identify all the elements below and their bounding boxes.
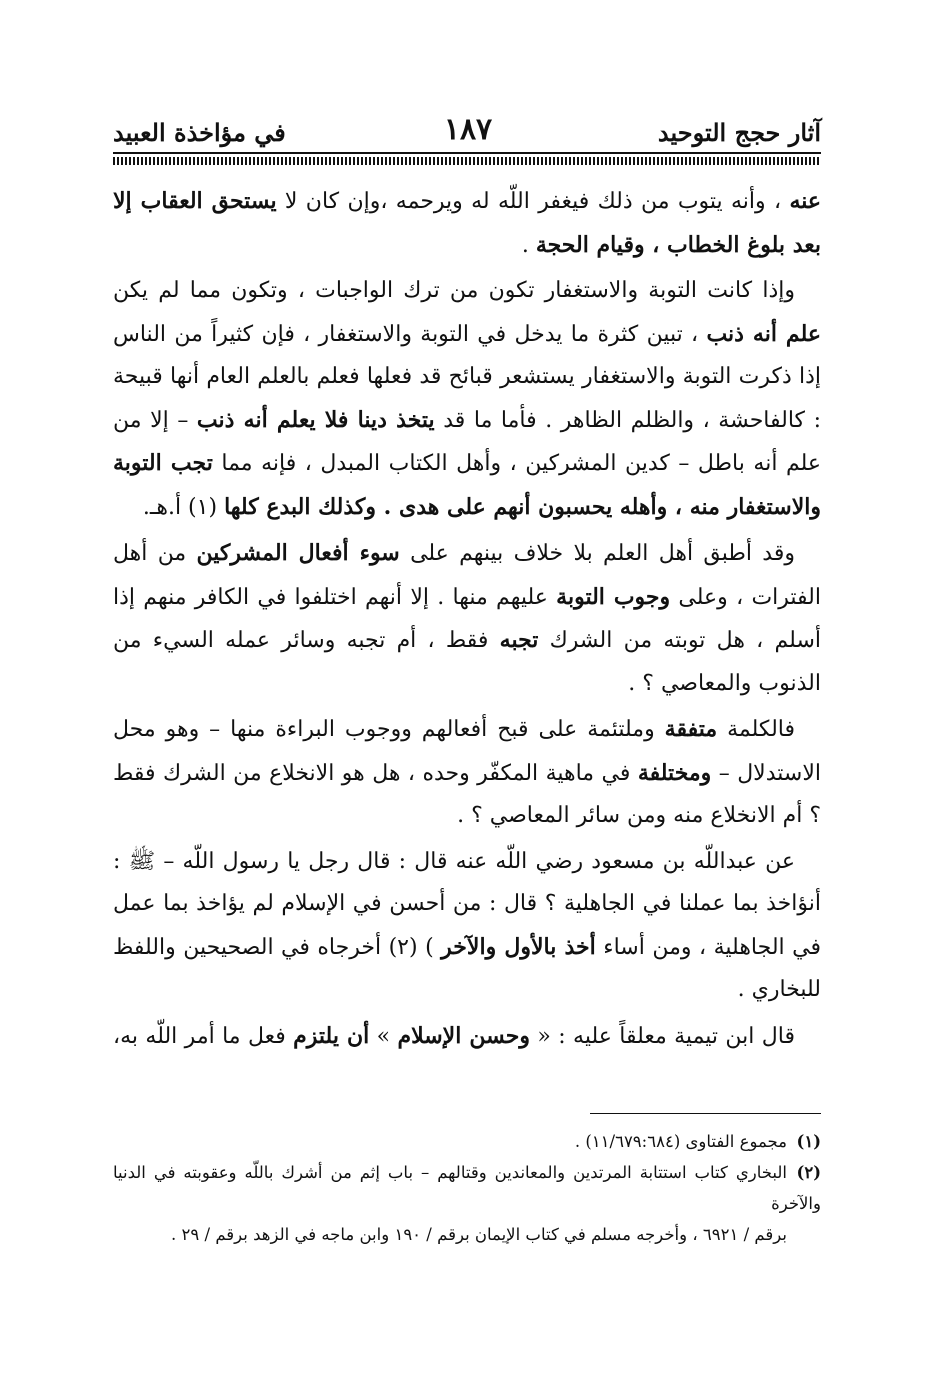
bold-phrase: أخذ بالأول والآخر — [441, 933, 596, 960]
page-number: ١٨٧ — [443, 112, 493, 147]
footnote-number: (٢) — [796, 1163, 821, 1182]
running-title-right: آثار حجج التوحيد — [657, 118, 821, 147]
footnote-ref: ) (٢) أخرجاه في الصحيحين واللفظ للبخاري . — [113, 934, 821, 1002]
footnote-ref: (١) أ.هـ. — [142, 494, 225, 520]
bold-phrase: سوء أفعال المشركين — [196, 540, 400, 566]
text-run: » — [369, 1023, 398, 1049]
bold-phrase: يستحق العقاب إلا بعد بلوغ الخطاب ، وقيام الحجة — [113, 188, 821, 258]
bold-phrase: عنه — [789, 188, 821, 214]
footnote-2 — [113, 1157, 821, 1219]
footnote-text: البخاري كتاب استتابة المرتدين والمعاندين وقتالهم – باب إثم من أشرك باللّه وعقوبته في الدنيا والآخرة — [113, 1163, 821, 1213]
bold-phrase: ومختلفة — [637, 759, 712, 786]
bold-phrase: علم أنه ذنب — [706, 320, 821, 347]
text-run: . — [521, 232, 536, 258]
footnote-number: (١) — [796, 1132, 821, 1151]
bold-phrase: يتخذ دينا فلا يعلم أنه ذنب — [196, 406, 435, 433]
footnote-text: مجموع الفتاوى (١١/٦٧٩:٦٨٤) . — [574, 1132, 787, 1151]
footnote-1 — [113, 1126, 821, 1157]
text-run: ، وأنه يتوب من ذلك فيغفر اللّه له ويرحمه ،وإن كان لا — [276, 189, 790, 214]
paragraph-3 — [113, 532, 821, 705]
text-run: وقد أطبق أهل العلم بلا خلاف بينهم على — [399, 541, 795, 566]
bold-phrase: أن يلتزم — [293, 1022, 370, 1049]
main-text — [113, 180, 821, 1061]
page-header — [113, 110, 821, 154]
footnote-text: برقم / ٦٩٢١ ، وأخرجه مسلم في كتاب الإيمان برقم / ١٩٠ وابن ماجه في الزهد برقم / ٢٩ . — [171, 1225, 787, 1244]
header-rule — [113, 152, 821, 154]
text-run: عليهم منها . إلا أنهم اختلفوا في الكافر منهم إذا أسلم ، هل توبته من الشرك — [113, 584, 821, 653]
bold-phrase: متفقة — [664, 716, 718, 742]
bold-phrase: تجبه — [499, 627, 539, 653]
text-run: فعل ما أمر اللّه به، — [113, 1023, 294, 1049]
paragraph-5 — [113, 841, 821, 1012]
text-run: فقط ، أم تجبه وسائر عمله السيء من الذنوب والمعاصي ؟ . — [113, 628, 821, 696]
paragraph-4 — [113, 708, 821, 838]
paragraph-2 — [113, 270, 821, 529]
text-run: من أهل الفترات ، وعلى — [113, 541, 821, 610]
footnotes — [113, 1126, 821, 1250]
text-run: – إلا من علم أنه باطل – كدين المشركين ، وأهل الكتاب المبدل ، فإنه مما — [113, 407, 821, 476]
text-run: عن عبداللّه بن مسعود رضي اللّه عنه قال : قال رجل يا رسول اللّه – ﷺ : أنؤاخذ بما عملنا في الجاهلية ؟ قال : من أحسن في الإسلام لم يؤاخذ بما عمل في الجاهلية ، ومن أساء — [113, 848, 821, 960]
text-run: وملتئمة على قبح أفعالهم ووجوب البراءة منها – وهو محل الاستدلال – — [113, 717, 822, 786]
paragraph-1 — [113, 180, 821, 267]
text-run: وإذا كانت التوبة والاستغفار تكون من ترك الواجبات ، وتكون مما لم يكن — [113, 278, 795, 303]
bold-phrase: وجوب التوبة — [556, 583, 671, 610]
footnote-separator — [590, 1113, 821, 1114]
footnote-2-continuation — [113, 1219, 821, 1250]
header-ornament-band — [113, 157, 821, 165]
bold-phrase: تجب التوبة والاستغفار منه ، وأهله يحسبون أنهم على هدى . وكذلك البدع كلها — [113, 450, 821, 520]
text-run: ، تبين كثرة ما يدخل في التوبة والاستغفار ، فإن كثيراً من الناس إذا ذكرت التوبة والاستغفار يستشعر قبائح قد فعلها فعلم بالعلم العام أنها قبيحة : كالفاحشة ، والظلم الظاهر . فأما ما قد — [113, 321, 821, 433]
running-title-left: في مؤاخذة العبيد — [113, 118, 286, 147]
text-run: فالكلمة — [717, 717, 795, 742]
bold-phrase: وحسن الإسلام — [397, 1022, 530, 1049]
paragraph-6 — [113, 1015, 821, 1059]
text-run: قال ابن تيمية معلقاً عليه : « — [530, 1023, 796, 1049]
text-run: في ماهية المكفّر وحده ، هل هو الانخلاع من الشرك فقط ؟ أم الانخلاع منه ومن سائر المعاصي ؟ . — [113, 760, 821, 828]
